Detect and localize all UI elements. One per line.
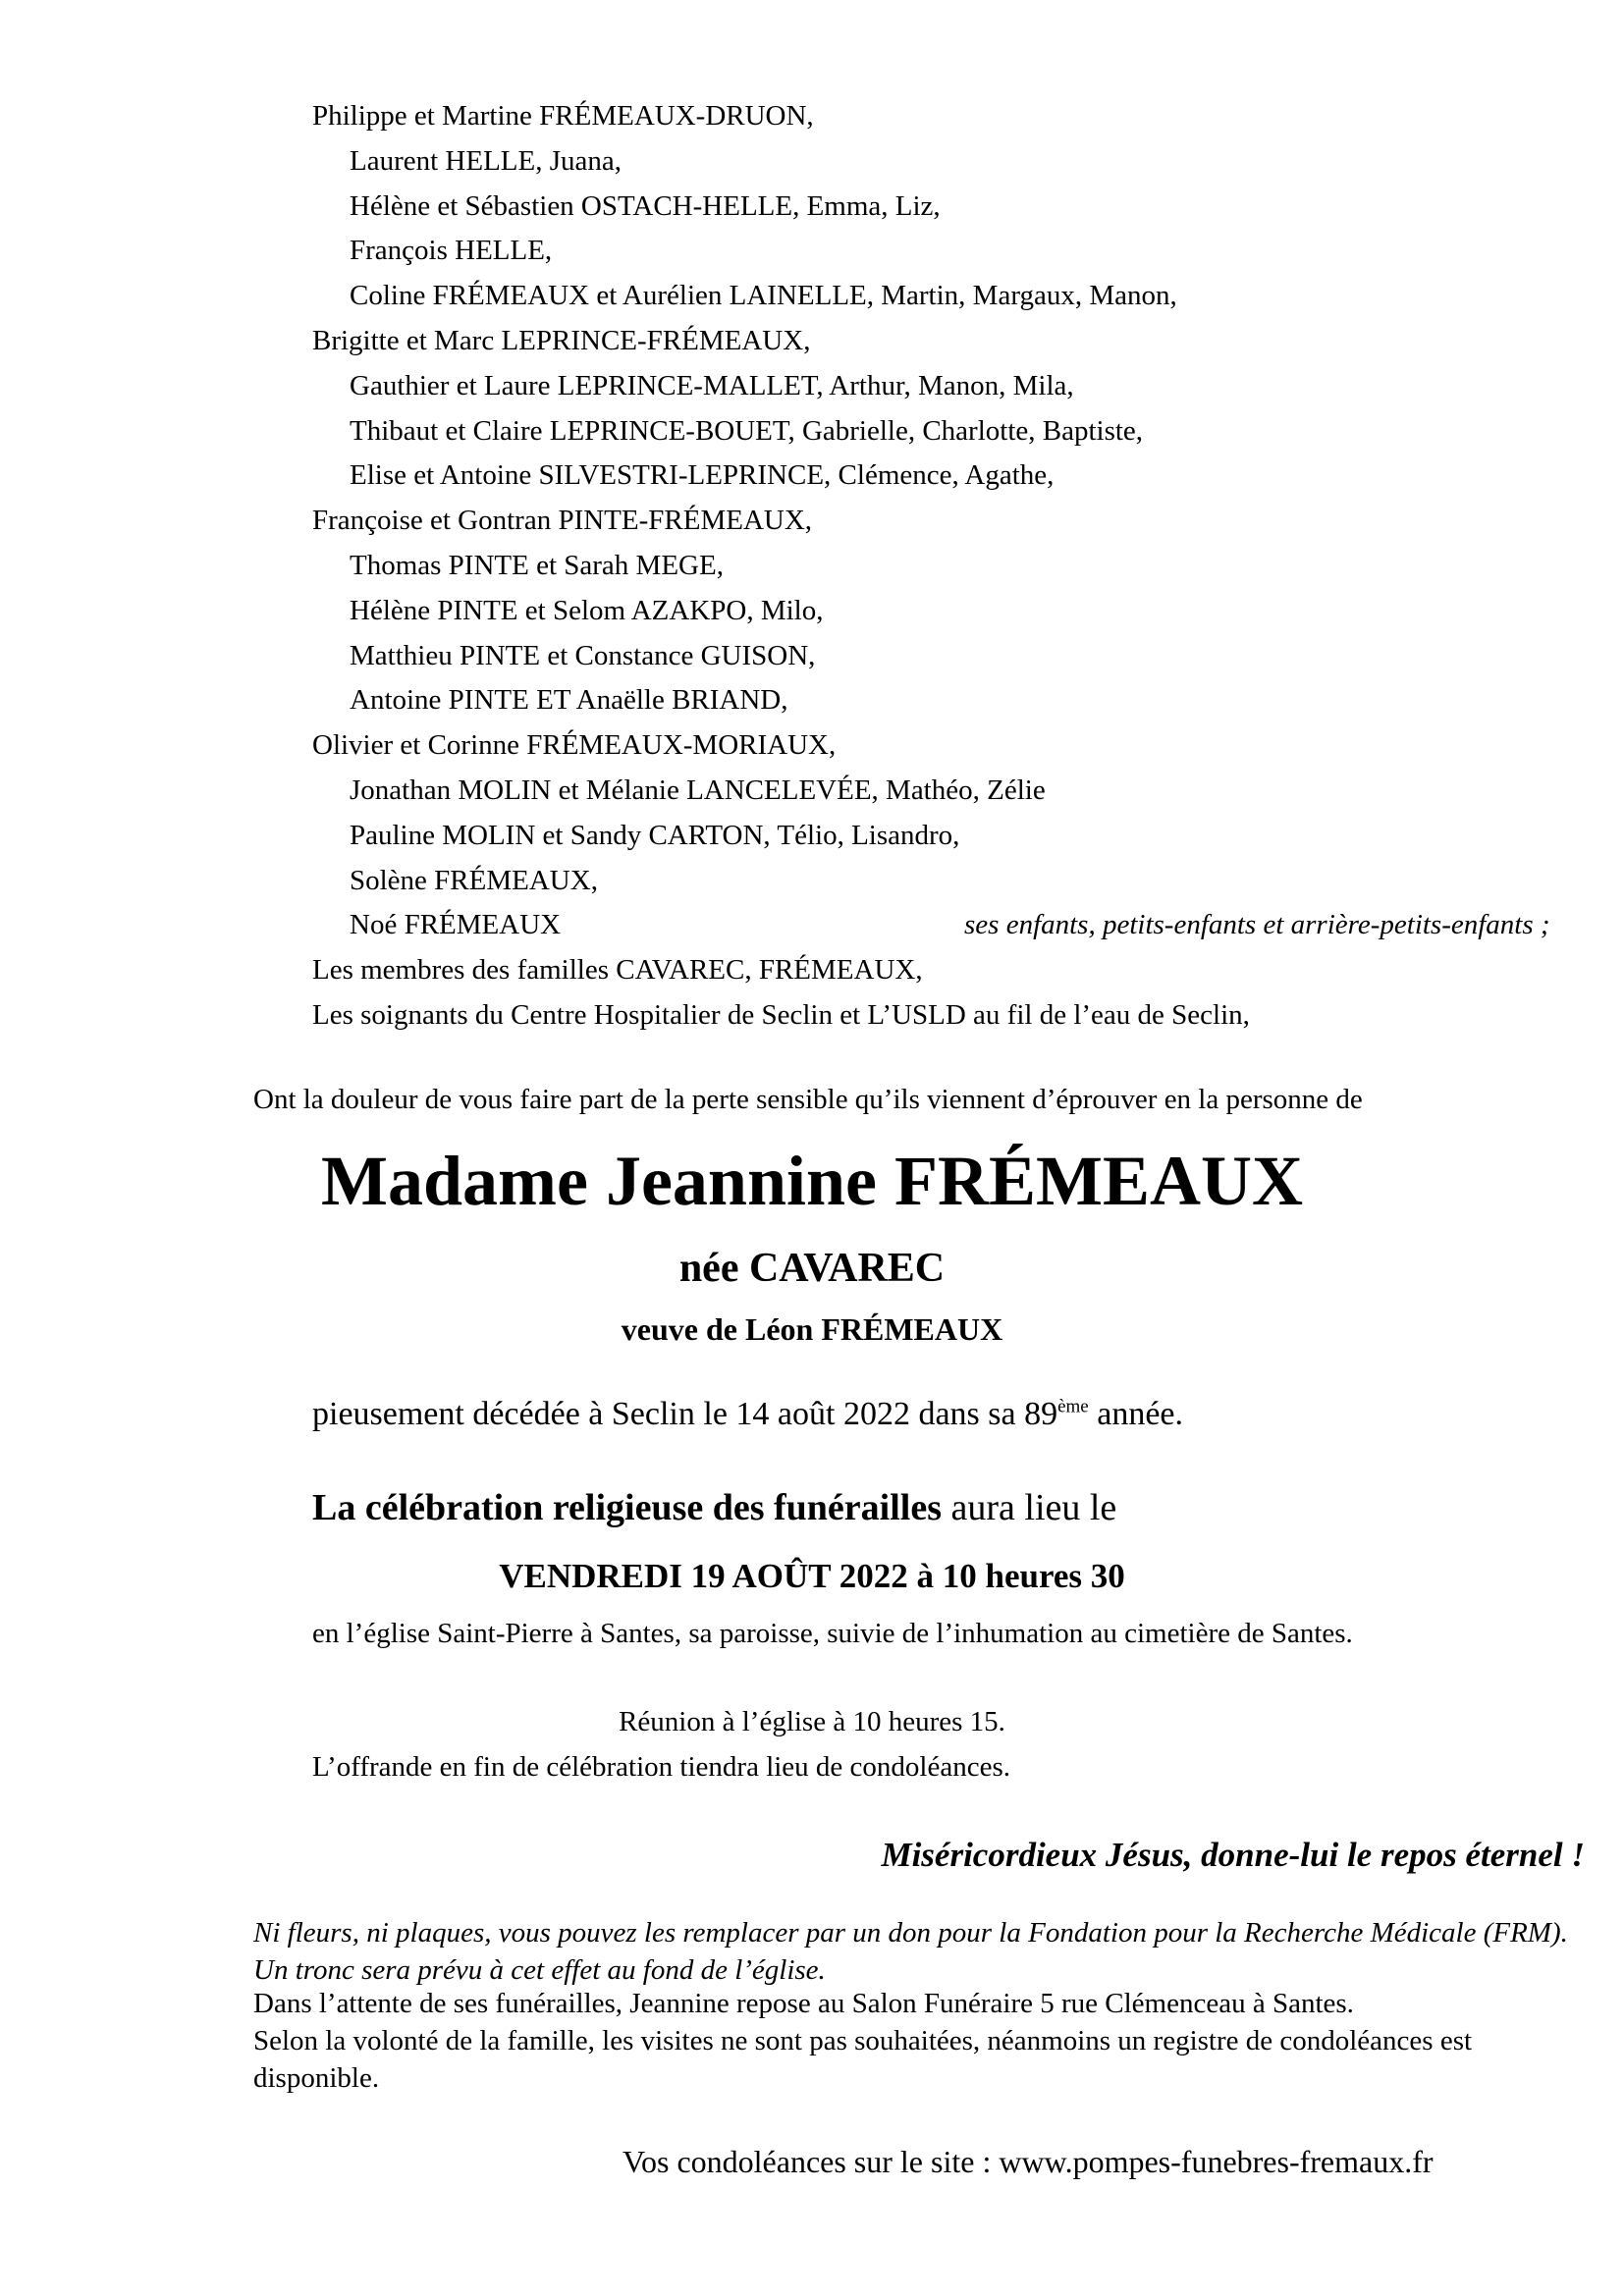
meeting-time: Réunion à l’église à 10 heures 15.	[619, 1706, 1005, 1737]
family-line	[312, 723, 1589, 769]
death-notice	[312, 1396, 1183, 1433]
family-line	[312, 409, 1589, 454]
birth-name: née CAVAREC	[678, 1246, 946, 1291]
family-line-text: Noé FRÉMEAUX	[350, 909, 562, 941]
family-line-text: Philippe et Martine FRÉMEAUX-DRUON,	[312, 100, 814, 132]
family-line	[312, 94, 1589, 139]
ceremony-title-rest: aura lieu le	[942, 1487, 1117, 1528]
family-line	[312, 364, 1589, 409]
condolences-website: Vos condoléances sur le site : www.pompes-funebres-fremaux.fr	[623, 2144, 1434, 2179]
widow-of: veuve de Léon FRÉMEAUX	[621, 1311, 1003, 1347]
family-line-text: François HELLE,	[350, 235, 553, 267]
family-line-text: Hélène et Sébastien OSTACH-HELLE, Emma, Liz,	[350, 189, 941, 222]
family-line	[312, 589, 1589, 634]
family-line-text: Laurent HELLE, Juana,	[350, 144, 623, 177]
family-line	[312, 859, 1589, 904]
offering-note: L’offrande en fin de célébration tiendra lieu de condoléances.	[312, 1751, 1010, 1783]
family-line-text: Thomas PINTE et Sarah MEGE,	[350, 549, 724, 581]
family-line-text: Matthieu PINTE et Constance GUISON,	[350, 639, 816, 671]
ceremony-title	[312, 1486, 1116, 1529]
rest-note-line-2: Selon la volonté de la famille, les visites ne sont pas souhaitées, néanmoins un registre de condoléances est disponible.	[253, 2025, 1473, 2094]
family-line	[312, 185, 1589, 230]
family-relation-note: ses enfants, petits-enfants et arrière-petits-enfants ;	[964, 909, 1550, 941]
family-line-text: Brigitte et Marc LEPRINCE-FRÉMEAUX,	[312, 324, 811, 356]
family-line-text: Hélène PINTE et Selom AZAKPO, Milo,	[350, 594, 824, 626]
family-line	[312, 903, 1589, 948]
family-line-text: Pauline MOLIN et Sandy CARTON, Télio, Lisandro,	[350, 819, 960, 851]
announcement-text: Ont la douleur de vous faire part de la perte sensible qu’ils viennent d’éprouver en la personne de	[253, 1084, 1363, 1115]
family-line-text: Antoine PINTE ET Anaëlle BRIAND,	[350, 684, 788, 717]
family-line	[312, 499, 1589, 544]
family-line	[312, 678, 1589, 723]
family-line	[312, 274, 1589, 319]
prayer-text: Miséricordieux Jésus, donne-lui le repos éternel !	[881, 1836, 1585, 1874]
death-ordinal-suffix: ème	[1057, 1396, 1089, 1417]
rest-note	[253, 1985, 1569, 2097]
family-line	[312, 319, 1589, 364]
family-line-text: Les soignants du Centre Hospitalier de Seclin et L’USLD au fil de l’eau de Seclin,	[312, 998, 1250, 1031]
family-line	[312, 814, 1589, 859]
rest-note-line-1: Dans l’attente de ses funérailles, Jeannine repose au Salon Funéraire 5 rue Clémenceau à Santes.	[253, 1988, 1354, 2019]
family-line-text: Jonathan MOLIN et Mélanie LANCELEVÉE, Mathéo, Zélie	[350, 774, 1046, 806]
deceased-name: Madame Jeannine FRÉMEAUX	[321, 1142, 1303, 1220]
family-line-text: Françoise et Gontran PINTE-FRÉMEAUX,	[312, 505, 813, 537]
ceremony-title-bold: La célébration religieuse des funérailles	[312, 1487, 942, 1528]
family-line	[312, 993, 1589, 1039]
death-text-end: année.	[1088, 1396, 1184, 1432]
family-line	[312, 769, 1589, 814]
family-line	[312, 454, 1589, 499]
death-text: pieusement décédée à Seclin le 14 août 2022 dans sa 89	[312, 1396, 1058, 1432]
family-line-text: Thibaut et Claire LEPRINCE-BOUET, Gabrielle, Charlotte, Baptiste,	[350, 414, 1144, 447]
family-line	[312, 229, 1589, 274]
family-line-text: Solène FRÉMEAUX,	[350, 864, 598, 896]
family-line	[312, 948, 1589, 993]
family-line-text: Gauthier et Laure LEPRINCE-MALLET, Arthur, Manon, Mila,	[350, 369, 1074, 401]
family-line-text: Les membres des familles CAVAREC, FRÉMEAUX,	[312, 954, 923, 987]
family-line	[312, 634, 1589, 679]
flowers-note: Ni fleurs, ni plaques, vous pouvez les remplacer par un don pour la Fondation pour la Recherche Médicale (FRM). Un tronc sera prévu à cet effet au fond de l’église.	[253, 1917, 1568, 1986]
family-line-text: Elise et Antoine SILVESTRI-LEPRINCE, Clémence, Agathe,	[350, 459, 1055, 492]
family-line	[312, 544, 1589, 589]
family-list	[312, 94, 1589, 1039]
ceremony-date: VENDREDI 19 AOÛT 2022 à 10 heures 30	[499, 1557, 1125, 1595]
family-line-text: Olivier et Corinne FRÉMEAUX-MORIAUX,	[312, 729, 837, 762]
family-line	[312, 139, 1589, 185]
family-line-text: Coline FRÉMEAUX et Aurélien LAINELLE, Martin, Margaux, Manon,	[350, 280, 1177, 312]
ceremony-location: en l’église Saint-Pierre à Santes, sa paroisse, suivie de l’inhumation au cimetière de Santes.	[312, 1618, 1353, 1649]
